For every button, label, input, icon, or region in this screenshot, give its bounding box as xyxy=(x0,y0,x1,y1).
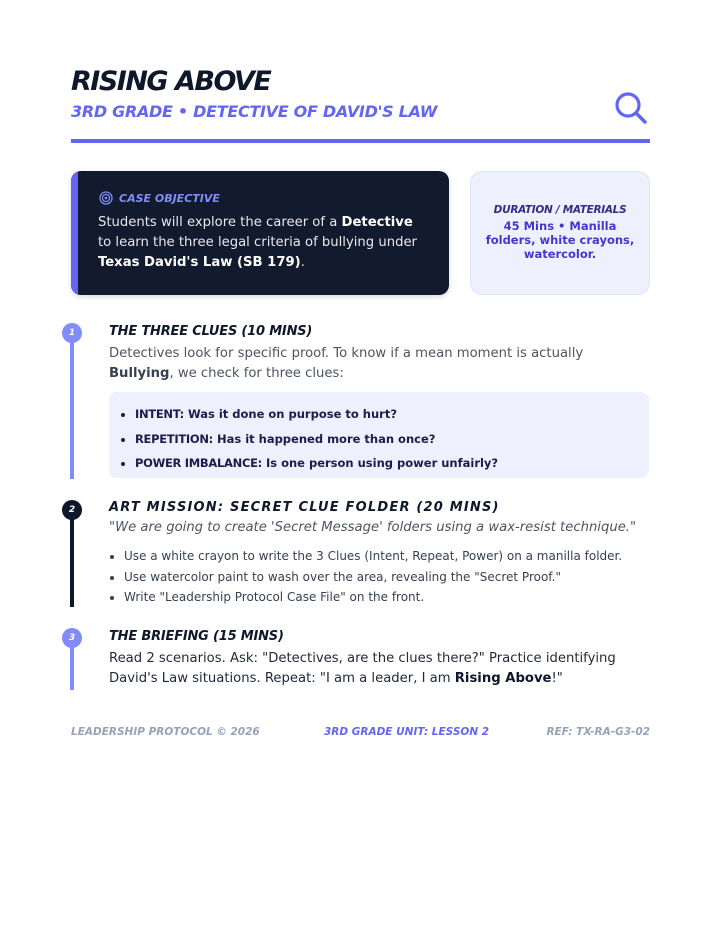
step-3-marker: 3 xyxy=(62,628,82,648)
search-icon[interactable] xyxy=(614,91,648,125)
page-title: RISING ABOVE xyxy=(71,66,271,97)
duration-materials-card xyxy=(470,171,650,295)
case-objective-header xyxy=(99,191,220,205)
case-objective-text: Students will explore the career of a Detective to learn the three legal criteria of bullying under Texas David's Law (SB 179). xyxy=(98,215,417,270)
list-item: • POWER IMBALANCE: Is one person using power unfairly? xyxy=(135,451,498,476)
step-2-timeline xyxy=(70,510,74,607)
mission-list xyxy=(109,546,622,608)
case-objective-label: CASE OBJECTIVE xyxy=(119,191,220,205)
duration-label: DURATION / MATERIALS xyxy=(493,204,627,216)
list-item: • REPETITION: Has it happened more than once? xyxy=(135,427,498,452)
target-icon xyxy=(99,191,113,205)
list-item: • INTENT: Was it done on purpose to hurt? xyxy=(135,402,498,427)
step-2-title: ART MISSION: SECRET CLUE FOLDER (20 MINS) xyxy=(109,500,500,515)
list-item: • Write "Leadership Protocol Case File" on the front. xyxy=(124,587,622,608)
card-accent-bar xyxy=(71,171,78,295)
step-1-title: THE THREE CLUES (10 MINS) xyxy=(109,324,313,339)
step-1-timeline xyxy=(70,333,74,479)
case-objective-card xyxy=(71,171,449,295)
list-item: • Use watercolor paint to wash over the area, revealing the "Secret Proof." xyxy=(124,567,622,588)
step-3-body: Read 2 scenarios. Ask: "Detectives, are the clues there?" Practice identifying David's Law situations. Repeat: "I am a leader, I am Rising Above!" xyxy=(109,651,616,686)
footer-copyright: LEADERSHIP PROTOCOL © 2026 xyxy=(71,726,260,738)
header-divider xyxy=(71,139,650,143)
page-subtitle: 3RD GRADE • DETECTIVE OF DAVID'S LAW xyxy=(71,102,438,121)
step-3-title: THE BRIEFING (15 MINS) xyxy=(109,629,284,644)
step-1-marker: 1 xyxy=(62,323,82,343)
clues-list-box xyxy=(109,392,649,478)
step-1-body: Detectives look for specific proof. To know if a mean moment is actually Bullying, we check for three clues: xyxy=(109,346,584,381)
list-item: • Use a white crayon to write the 3 Clues (Intent, Repeat, Power) on a manilla folder. xyxy=(124,546,622,567)
step-2-quote: "We are going to create 'Secret Message' folders using a wax-resist technique." xyxy=(109,520,637,535)
footer-unit: 3RD GRADE UNIT: LESSON 2 xyxy=(324,726,490,738)
clues-list xyxy=(109,402,498,476)
duration-text: 45 Mins • Manilla folders, white crayons, watercolor. xyxy=(485,219,635,261)
footer-reference: REF: TX-RA-G3-02 xyxy=(546,726,650,738)
step-2-marker: 2 xyxy=(62,500,82,520)
